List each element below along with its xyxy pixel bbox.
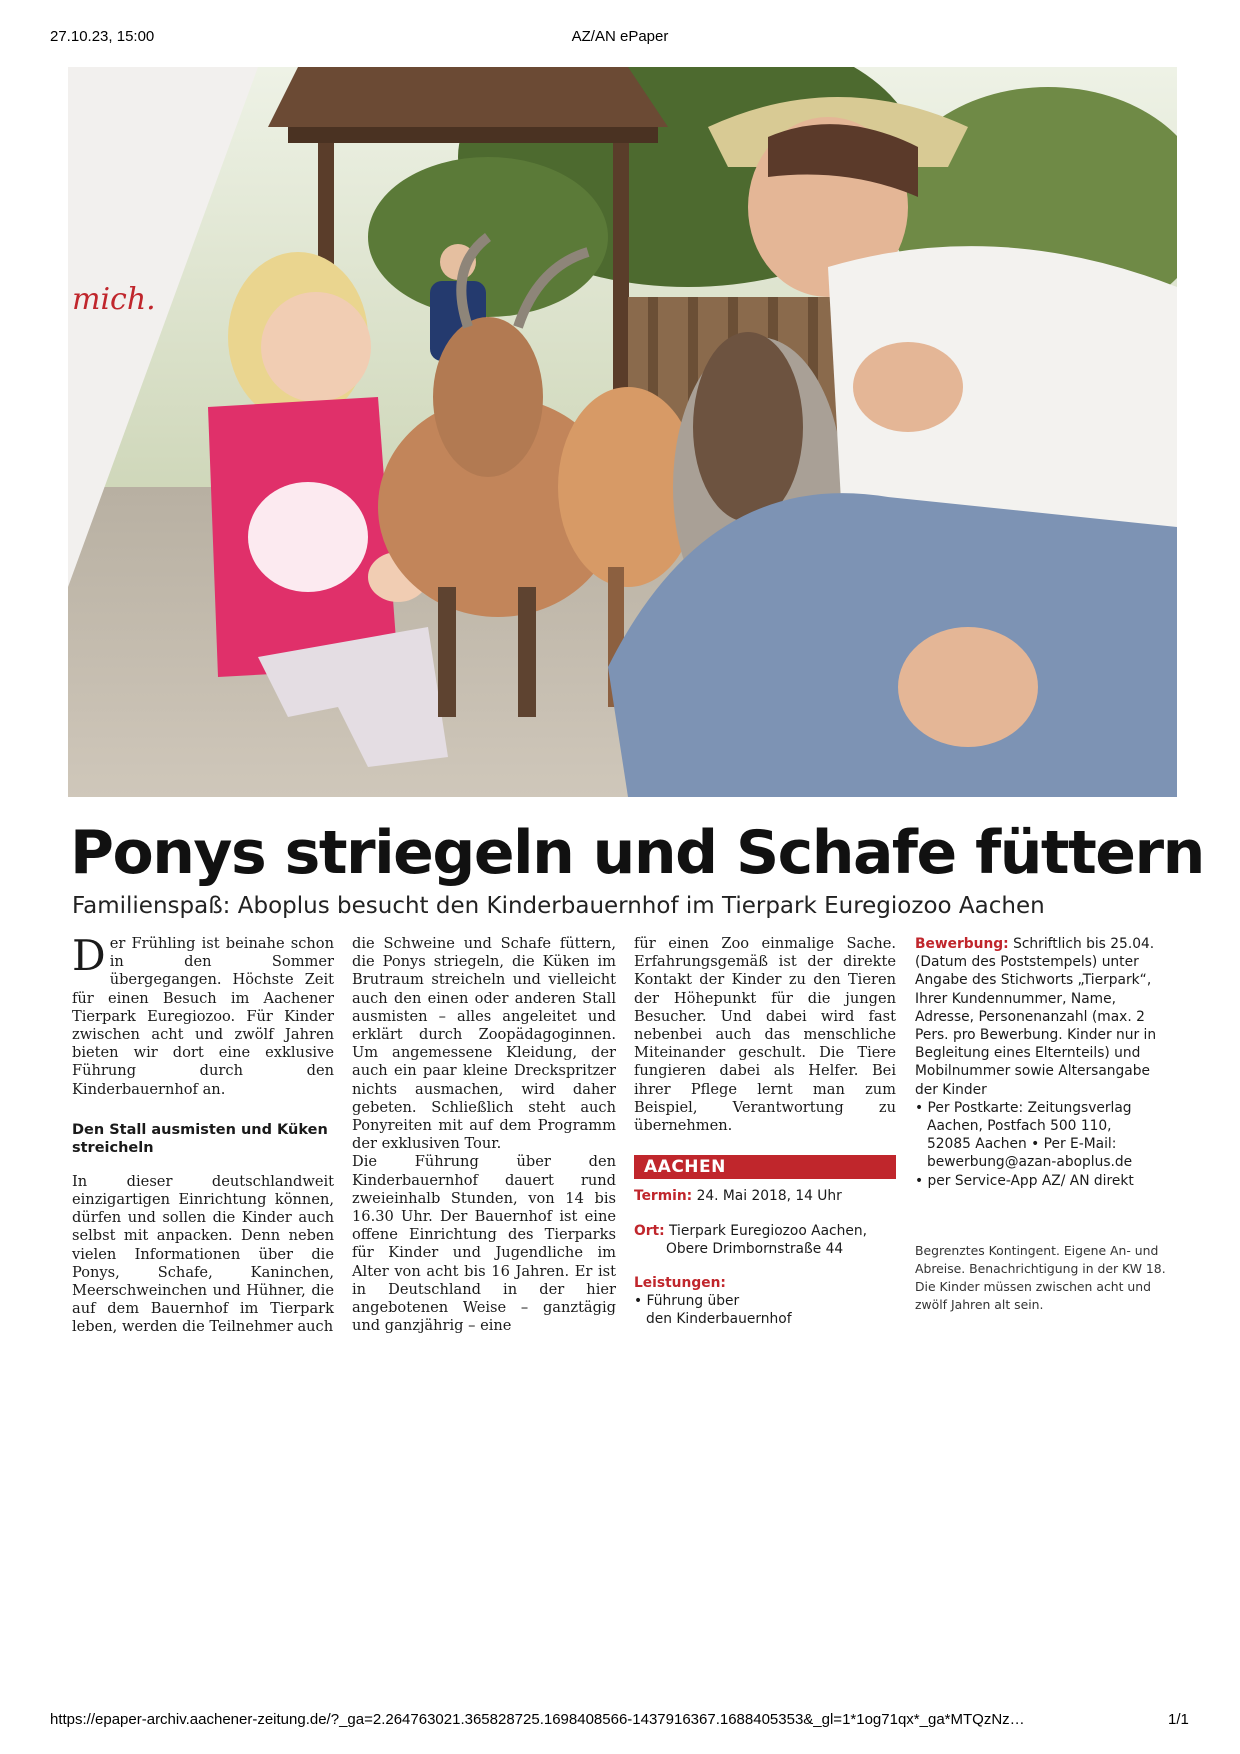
dropcap: D: [72, 931, 106, 980]
article-column-1: [72, 931, 334, 1337]
brand-wordmark: mich.: [72, 282, 156, 317]
section-subhead: Den Stall ausmisten und Küken streicheln: [72, 1121, 328, 1156]
termin-row: [634, 1187, 896, 1205]
page-count: 1/1: [1168, 1711, 1189, 1728]
email-address[interactable]: bewerbung@azan-aboplus.de: [927, 1154, 1133, 1171]
ort-line-2: Obere Drimbornstraße 44: [666, 1240, 844, 1257]
postkarte-line-1: • Per Postkarte: Zeitungsverlag: [915, 1099, 1132, 1116]
termin-label: Termin:: [634, 1188, 693, 1205]
service-app-line: • per Service-App AZ/ AN direkt: [915, 1172, 1134, 1189]
postkarte-line-3: 52085 Aachen • Per E-Mail:: [927, 1136, 1117, 1153]
termin-value: 24. Mai 2018, 14 Uhr: [696, 1188, 842, 1205]
leistungen-row: [634, 1274, 896, 1329]
article-column-4: [915, 935, 1177, 1314]
location-banner: AACHEN: [634, 1155, 896, 1179]
article-photo: [68, 67, 1177, 797]
body-paragraph: für einen Zoo einmalige Sache. Erfahrungsgemäß ist der direkte Kontakt der Kinder zu den Tieren der Höhepunkt für die jungen Besucher. Und dabei wird fast nebenbei auch das menschliche Miteinander geschult. Die Tiere fungieren dabei als Helfer. Bei ihrer Pflege lernt man zum Beispiel, Verantwortung zu übernehmen.: [634, 935, 896, 1135]
leistungen-line-2: den Kinderbauernhof: [646, 1311, 792, 1328]
leistungen-label: Leistungen:: [634, 1275, 726, 1292]
application-text: [915, 935, 1177, 1099]
browser-datetime: 27.10.23, 15:00: [50, 28, 155, 45]
leistungen-line-1: • Führung über: [634, 1293, 740, 1310]
article-column-2: [352, 935, 616, 1335]
application-label: Bewerbung:: [915, 936, 1009, 952]
contingent-note: Begrenztes Kontingent. Eigene An- und Abreise. Benachrichtigung in der KW 18. Die Kinder müssen zwischen acht und zwölf Jahren alt sein.: [915, 1242, 1166, 1312]
browser-page-title: AZ/AN ePaper: [571, 28, 669, 45]
article-column-3: [634, 935, 896, 1345]
intro-paragraph: [72, 931, 334, 1099]
ort-label: Ort:: [634, 1222, 665, 1239]
body-paragraph: In dieser deutschlandweit einzigartigen Einrichtung können, dürfen und sollen die Kinder auch selbst mit anpacken. Denn neben vielen Informationen über die Ponys, Schafe, Kaninchen, Meerschweinchen und Hühner, die auf dem Bauernhof im Tierpark leben, werden die Teilnehmer auch: [72, 1172, 334, 1336]
article-headline: Ponys striegeln und Schafe füttern: [70, 818, 1204, 888]
body-paragraph: die Schweine und Schafe füttern, die Ponys striegeln, die Küken im Brutraum streicheln und vielleicht auch den einen oder anderen Stall ausmisten – alles angeleitet und erklärt durch Zoopädagoginnen. Um angemessene Kleidung, der auch ein paar kleine Dreckspritzer nichts ausmachen, wird daher gebeten. Schließlich steht auch Ponyreiten mit auf dem Programm der exklusiven Tour.: [352, 935, 616, 1153]
body-paragraph: Die Führung über den Kinderbauernhof dauert rund zweieinhalb Stunden, von 14 bis 16.30 Uhr. Der Bauernhof ist eine offene Einrichtung des Tierparks für Kinder und Jugendliche im Alter von acht bis 16 Jahren. Er ist in Deutschland in der hier angebotenen Weise – ganztägig und ganzjährig – eine: [352, 1153, 616, 1335]
intro-text: er Frühling ist beinahe schon in den Sommer übergegangen. Höchste Zeit für einen Besuch im Aachener Tierpark Euregiozoo. Für Kinder zwischen acht und zwölf Jahren bieten wir dort eine exklusive Führung durch den Kinderbauernhof an.: [72, 935, 334, 1098]
photo-illustration: [68, 67, 1177, 797]
postkarte-line-2: Aachen, Postfach 500 110,: [927, 1118, 1112, 1135]
article-subheadline: Familienspaß: Aboplus besucht den Kinderbauernhof im Tierpark Euregiozoo Aachen: [72, 893, 1045, 919]
application-body: Schriftlich bis 25.04. (Datum des Poststempels) unter Angabe des Stichworts „Tierpark“, Ihrer Kundennummer, Name, Adresse, Personenanzahl (max. 2 Pers. pro Bewerbung. Kinder nur in Begleitung eines Elternteils) und Mobilnummer sowie Altersangabe der Kinder: [915, 936, 1157, 1098]
browser-url[interactable]: https://epaper-archiv.aachener-zeitung.de/?_ga=2.264763021.365828725.1698408566-1437916367.1688405353&_gl=1*1og71qx*_ga*MTQzNz…: [50, 1711, 1025, 1728]
event-info: [634, 1187, 896, 1328]
ort-line-1: Tierpark Euregiozoo Aachen,: [669, 1222, 868, 1239]
ort-row: [634, 1222, 896, 1258]
